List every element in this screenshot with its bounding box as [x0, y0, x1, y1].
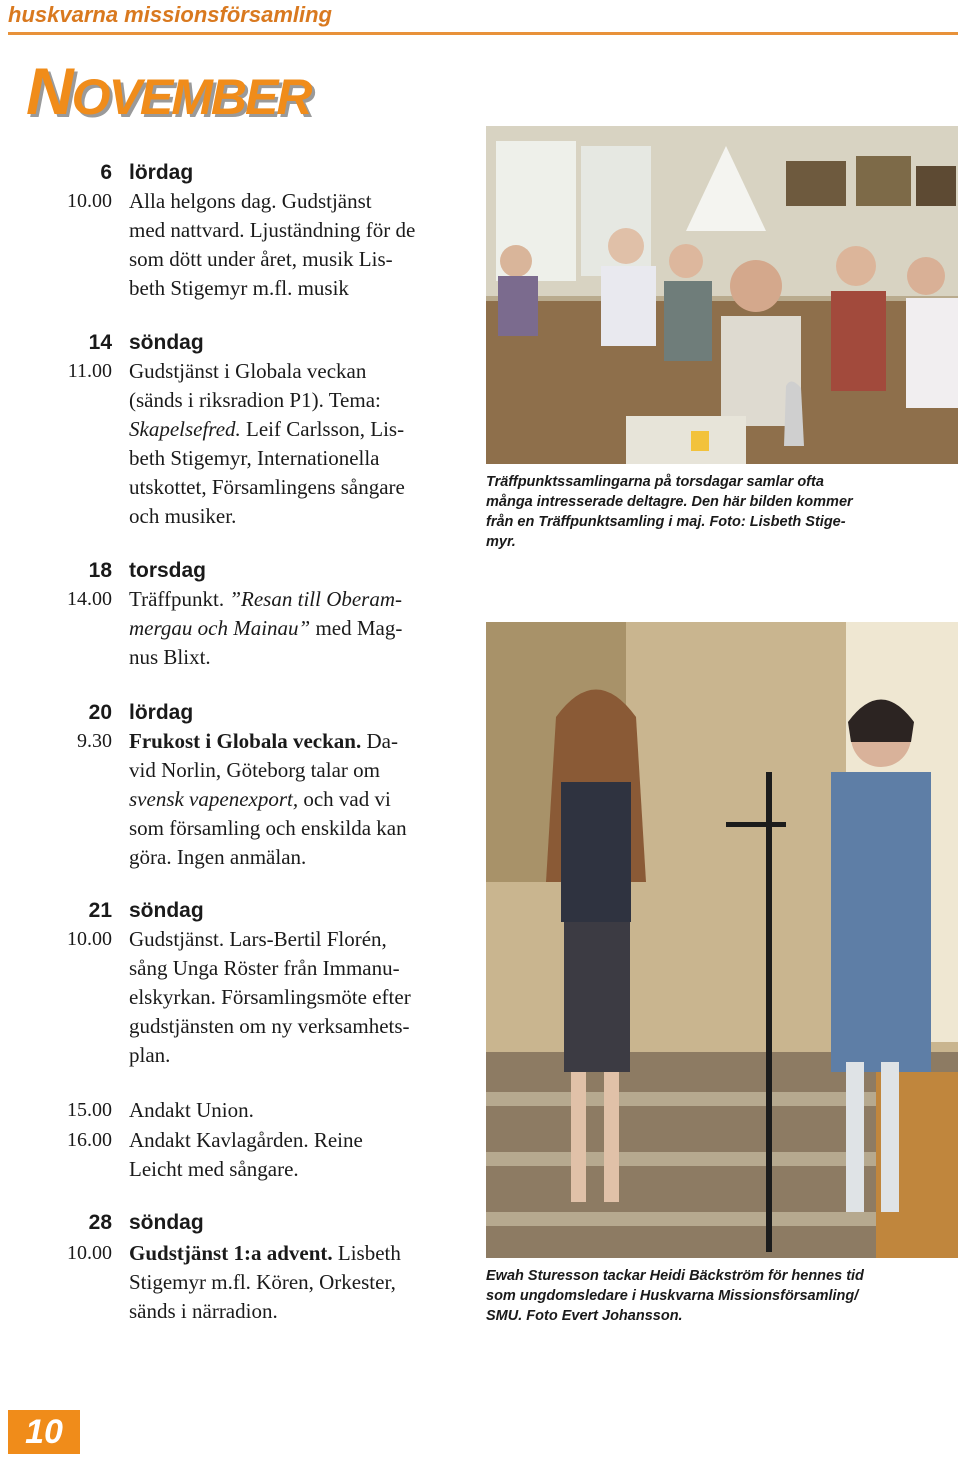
day-number: 18	[88, 559, 112, 582]
day-number: 20	[88, 701, 112, 724]
event-line: som församling och enskilda kan	[129, 816, 407, 840]
photo-traffpunkt-gathering	[486, 126, 958, 464]
event-description	[129, 727, 474, 872]
event-line: plan.	[129, 1043, 171, 1067]
event-text: och vad vi	[298, 787, 391, 811]
event-line: Alla helgons dag. Gudstjänst	[129, 189, 372, 213]
event-line: sång Unga Röster från Immanu-	[129, 956, 400, 980]
day-name: söndag	[129, 331, 204, 354]
event-time: 15.00	[67, 1099, 112, 1121]
header-title: huskvarna missionsförsamling	[8, 2, 332, 27]
event-line: vid Norlin, Göteborg talar om	[129, 758, 380, 782]
event-time: 14.00	[67, 588, 112, 610]
day-number: 21	[88, 899, 112, 922]
event-title: mergau och Mainau”	[129, 616, 311, 640]
event-time: 9.30	[77, 730, 112, 752]
event-line: beth Stigemyr m.fl. musik	[129, 276, 349, 300]
day-name: söndag	[129, 899, 204, 922]
month-title-initial: N	[26, 54, 72, 128]
event-line: Gudstjänst i Globala veckan	[129, 359, 367, 383]
event-description	[129, 357, 474, 531]
event-line: Andakt Union.	[129, 1098, 254, 1122]
event-title: ”Resan till Oberam-	[224, 587, 403, 611]
event-line	[129, 785, 474, 814]
event-line: sänds i närradion.	[129, 1299, 278, 1323]
event-line: gudstjänsten om ny verksamhets-	[129, 1014, 410, 1038]
event-line	[129, 614, 474, 643]
page-number: 10	[8, 1410, 80, 1454]
event-time: 10.00	[67, 1242, 112, 1264]
event-text: Tema:	[323, 388, 381, 412]
event-topic: svensk vapenexport,	[129, 787, 299, 811]
event-line	[129, 386, 474, 415]
day-number: 6	[100, 161, 112, 184]
event-line: nus Blixt.	[129, 645, 211, 669]
event-time: 11.00	[67, 360, 112, 382]
event-text: Träffpunkt.	[129, 587, 225, 611]
caption-line: Träffpunktssamlingarna på torsdagar samlar ofta	[486, 474, 824, 490]
event-line: Gudstjänst. Lars-Bertil Florén,	[129, 927, 387, 951]
event-title: Gudstjänst 1:a advent.	[129, 1241, 333, 1265]
day-number: 14	[88, 331, 112, 354]
event-line	[129, 585, 474, 614]
event-description	[129, 1096, 474, 1125]
event-text: (sänds i riksradion P1).	[129, 388, 324, 412]
event-description	[129, 187, 474, 303]
event-line: med nattvard. Ljuständning för de	[129, 218, 416, 242]
day-name: lördag	[129, 161, 194, 184]
event-line: elskyrkan. Församlingsmöte efter	[129, 985, 411, 1009]
event-description	[129, 1126, 474, 1184]
caption-line: myr.	[486, 534, 516, 550]
event-line: utskottet, Församlingens sångare	[129, 475, 405, 499]
event-description	[129, 585, 474, 672]
event-time: 16.00	[67, 1129, 112, 1151]
event-line	[129, 415, 474, 444]
month-title	[26, 54, 311, 128]
event-line: Leicht med sångare.	[129, 1157, 299, 1181]
caption-line: från en Träffpunktsamling i maj. Foto: Lisbeth Stige-	[486, 514, 846, 530]
event-time: 10.00	[67, 190, 112, 212]
event-time: 10.00	[67, 928, 112, 950]
event-description	[129, 925, 474, 1070]
event-line: göra. Ingen anmälan.	[129, 845, 307, 869]
event-line: Stigemyr m.fl. Kören, Orkester,	[129, 1270, 396, 1294]
photo-farewell-stage	[486, 622, 958, 1258]
caption-line: Ewah Sturesson tackar Heidi Bäckström för hennes tid	[486, 1268, 864, 1284]
event-text: med Mag-	[310, 616, 403, 640]
event-line	[129, 727, 474, 756]
caption-photo-2	[486, 1266, 946, 1326]
caption-line: som ungdomsledare i Huskvarna Missionsförsamling/	[486, 1288, 859, 1304]
caption-photo-1	[486, 472, 946, 552]
day-name: söndag	[129, 1211, 204, 1234]
day-name: lördag	[129, 701, 194, 724]
event-description	[129, 1239, 474, 1326]
event-line: och musiker.	[129, 504, 237, 528]
event-theme: Skapelsefred.	[129, 417, 241, 441]
event-line: som dött under året, musik Lis-	[129, 247, 393, 271]
event-text: Lisbeth	[332, 1241, 401, 1265]
event-line: Andakt Kavlagården. Reine	[129, 1128, 363, 1152]
event-line	[129, 1239, 474, 1268]
day-number: 28	[88, 1211, 112, 1234]
day-name: torsdag	[129, 559, 207, 582]
event-text: Da-	[361, 729, 398, 753]
header-rule	[8, 32, 958, 35]
caption-line: många intresserade deltagre. Den här bilden kommer	[486, 494, 853, 510]
event-text: Leif Carlsson, Lis-	[240, 417, 405, 441]
event-title: Frukost i Globala veckan.	[129, 729, 362, 753]
event-line: beth Stigemyr, Internationella	[129, 446, 380, 470]
month-title-rest: OVEMBER	[71, 69, 311, 125]
caption-line: SMU. Foto Evert Johansson.	[486, 1308, 683, 1324]
